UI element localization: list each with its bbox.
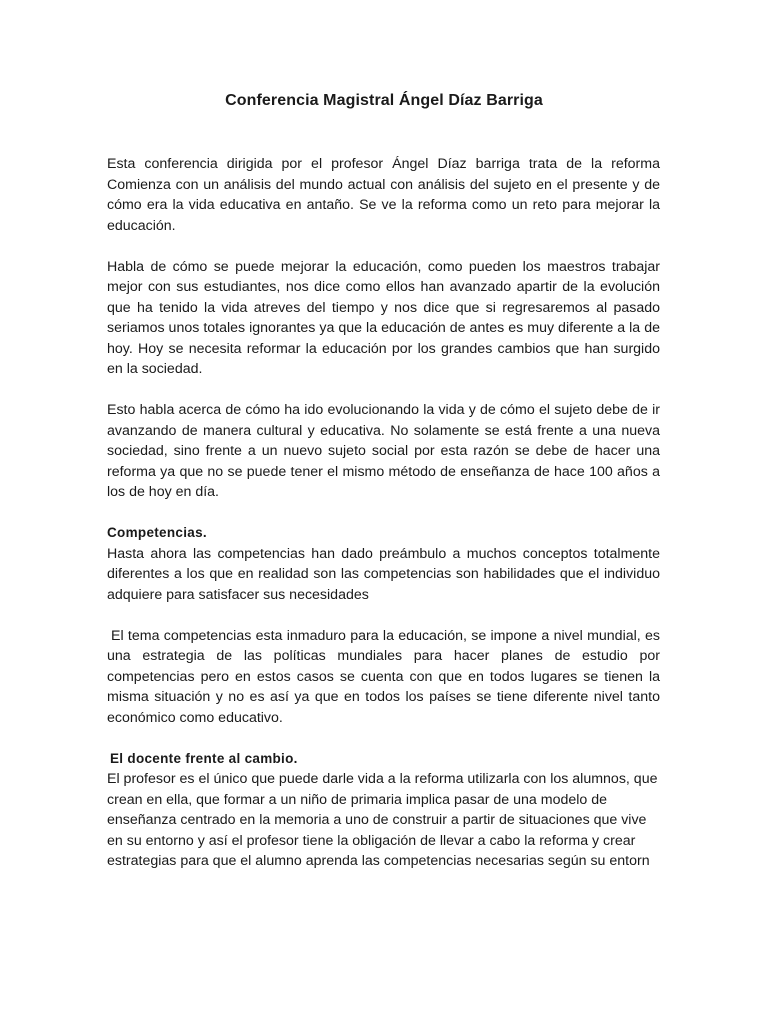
intro-paragraph: Esta conferencia dirigida por el profesor Ángel Díaz barriga trata de la reforma Comienza con un análisis del mundo actual con análisis del sujeto en el presente y de cómo era la vida educativa en antaño. Se ve la reforma como un reto para mejorar la educación. — [107, 156, 660, 234]
competencias-heading: Competencias. — [107, 525, 207, 540]
education-paragraph: Habla de cómo se puede mejorar la educación, como pueden los maestros trabajar mejor con sus estudiantes, nos dice como ellos han avanzado apartir de la evolución que ha tenido la vida atreves del tiempo y nos dice que si regresaremos al pasado seriamos unos totales ignorantes ya que la educación de antes es muy diferente a la de hoy. Hoy se necesita reformar la educación por los grandes cambios que han surgido en la sociedad. — [107, 258, 660, 377]
evolution-paragraph: Esto habla acerca de cómo ha ido evolucionando la vida y de cómo el sujeto debe de ir avanzando de manera cultural y educativa. No solamente se está frente a una nueva sociedad, sino frente a un nuevo sujeto social por esta razón se debe de hacer una reforma ya que no se puede tener el mismo método de enseñanza de hace 100 años a los de hoy en día. — [107, 402, 660, 500]
document-title: Conferencia Magistral Ángel Díaz Barriga — [225, 92, 543, 109]
docente-heading: El docente frente al cambio. — [110, 750, 298, 766]
document-body — [107, 154, 660, 892]
docente-paragraph: El profesor es el único que puede darle vida a la reforma utilizarla con los alumnos, que crean en ella, que formar a un niño de primaria implica pasar de una modelo de enseñanza centrado en la memoria a uno de construir a partir de situaciones que vive en su entorno y así el profesor tiene la obligación de llevar a cabo la reforma y crear estrategias para que el alumno aprenda las competencias necesarias según su entorn — [107, 771, 658, 869]
competencias-paragraph-1: Hasta ahora las competencias han dado preámbulo a muchos conceptos totalmente diferentes a los que en realidad son las competencias son habilidades que el individuo adquiere para satisfacer sus necesidades — [107, 545, 660, 603]
competencias-paragraph-2: El tema competencias esta inmaduro para la educación, se impone a nivel mundial, es una estrategia de las políticas mundiales para hacer planes de estudio por competencias pero en estos casos se cuenta con que en todos lugares se tienen la misma situación y no es así ya que en todos los países se tiene diferente nivel tanto económico como educativo. — [107, 627, 660, 726]
